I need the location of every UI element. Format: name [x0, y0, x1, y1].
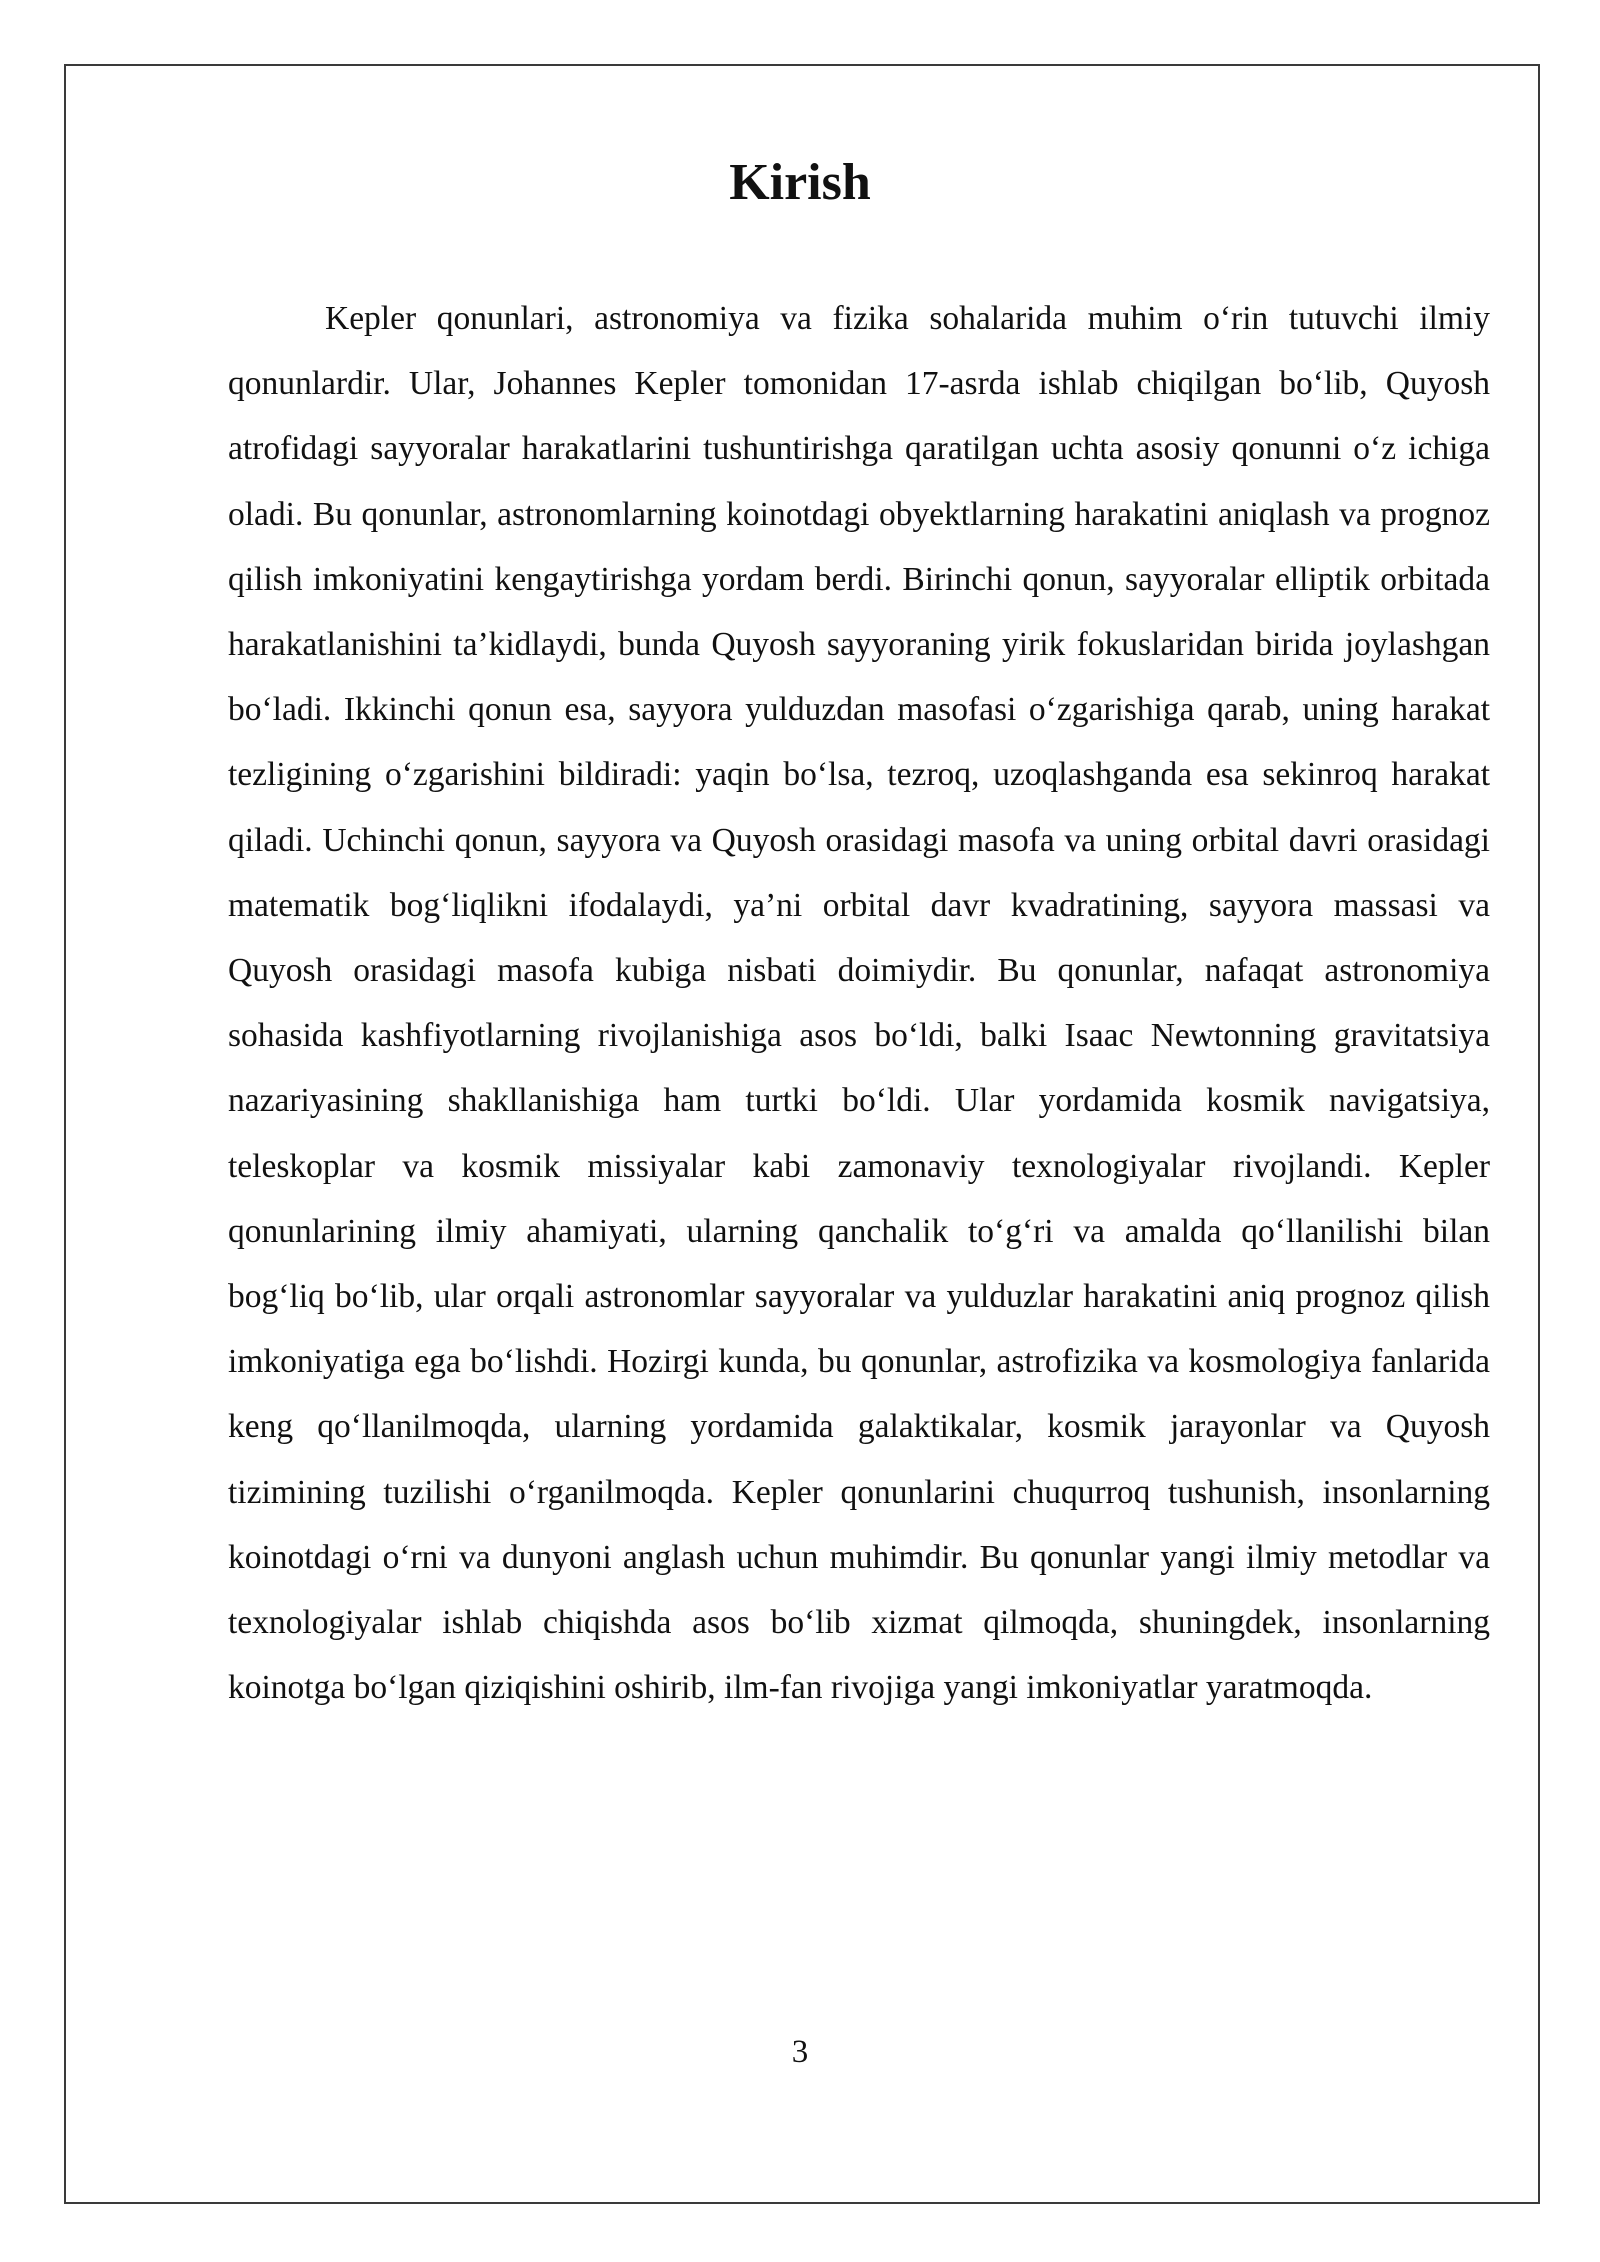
page-title: Kirish [729, 154, 871, 211]
body-paragraph: Kepler qonunlari, astronomiya va fizika sohalarida muhim o‘rin tutuvchi ilmiy qonunlardir. Ular, Johannes Kepler tomonidan 17-asrda ishlab chiqilgan bo‘lib, Quyosh atrofidagi sayyoralar harakatlarini tushuntirishga qaratilgan uchta asosiy qonunni o‘z ichiga oladi. Bu qonunlar, astronomlarning koinotdagi obyektlarning harakatini aniqlash va prognoz qilish imkoniyatini kengaytirishga yordam berdi. Birinchi qonun, sayyoralar elliptik orbitada harakatlanishini ta’kidlaydi, bunda Quyosh sayyoraning yirik fokuslaridan birida joylashgan bo‘ladi. Ikkinchi qonun esa, sayyora yulduzdan masofasi o‘zgarishiga qarab, uning harakat tezligining o‘zgarishini bildiradi: yaqin bo‘lsa, tezroq, uzoqlashganda esa sekinroq harakat qiladi. Uchinchi qonun, sayyora va Quyosh orasidagi masofa va uning orbital davri orasidagi matematik bog‘liqlikni ifodalaydi, ya’ni orbital davr kvadratining, sayyora massasi va Quyosh orasidagi masofa kubiga nisbati doimiydir. Bu qonunlar, nafaqat astronomiya sohasida kashfiyotlarning rivojlanishiga asos bo‘ldi, balki Isaac Newtonning gravitatsiya nazariyasining shakllanishiga ham turtki bo‘ldi. Ular yordamida kosmik navigatsiya, teleskoplar va kosmik missiyalar kabi zamonaviy texnologiyalar rivojlandi. Kepler qonunlarining ilmiy ahamiyati, ularning qanchalik to‘g‘ri va amalda qo‘llanilishi bilan bog‘liq bo‘lib, ular orqali astronomlar sayyoralar va yulduzlar harakatini aniq prognoz qilish imkoniyatiga ega bo‘lishdi. Hozirgi kunda, bu qonunlar, astrofizika va kosmologiya fanlarida keng qo‘llanilmoqda, ularning yordamida galaktikalar, kosmik jarayonlar va Quyosh tizimining tuzilishi o‘rganilmoqda. Kepler qonunlarini chuqurroq tushunish, insonlarning koinotdagi o‘rni va dunyoni anglash uchun muhimdir. Bu qonunlar yangi ilmiy metodlar va texnologiyalar ishlab chiqishda asos bo‘lib xizmat qilmoqda, shuningdek, insonlarning koinotga bo‘lgan qiziqishini oshirib, ilm-fan rivojiga yangi imkoniyatlar yaratmoqda. [228, 300, 1490, 1707]
page-number: 3 [791, 2034, 809, 2070]
